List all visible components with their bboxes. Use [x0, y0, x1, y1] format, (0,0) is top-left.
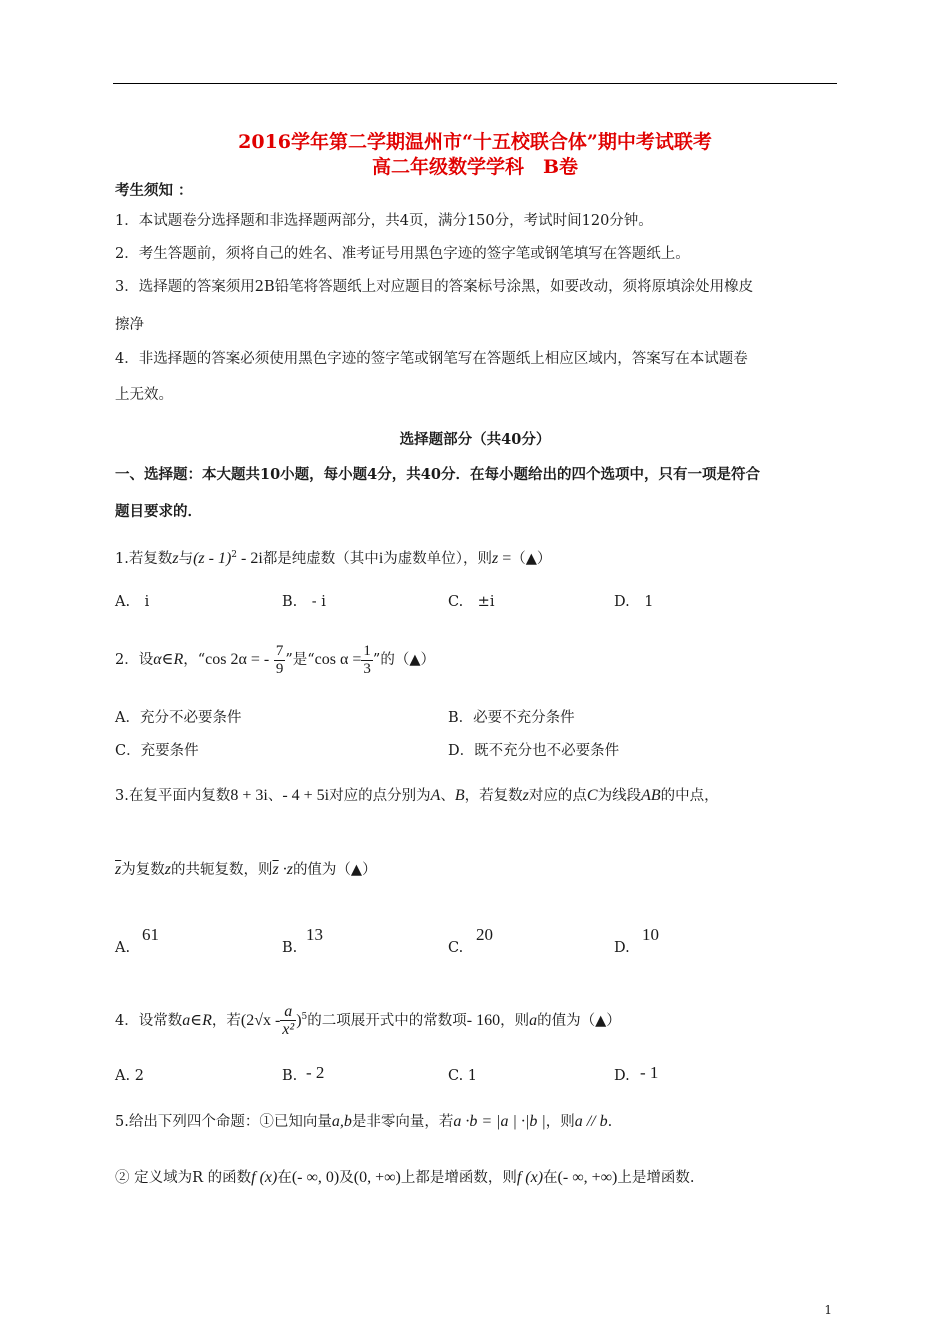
q4-option-b-label: B. [282, 1068, 298, 1084]
question-4: 4．设常数a∈R，若(2√x - $\frac{a}{\text{x²}}$ )$^5$的二项展开式中的常数项- 160，则a的值为（▲） [115, 1003, 621, 1039]
q3-option-b-value: 13 [306, 925, 323, 944]
notice-item-2: 2．考生答题前，须将自己的姓名、准考证号用黑色字迹的签字笔或钢笔填写在答题纸上。 [115, 246, 690, 262]
q3-option-c-value: 20 [476, 925, 493, 944]
exam-subtitle: 高二年级数学学科 B卷 [371, 156, 579, 178]
q4-option-a: A. 2 [115, 1068, 144, 1084]
question-1: 1.若复数z与(z - 1)$^2$ - 2i都是纯虚数（其中i为虚数单位），则z =（▲） [115, 549, 552, 567]
section-intro: 一、选择题：本大题共10小题，每小题4分，共40分．在每小题给出的四个选项中，只有一项是符合 [115, 466, 760, 483]
section-header: 选择题部分（共40分） [399, 431, 551, 448]
notice-heading: 考生须知 ： [115, 182, 193, 199]
question-5: 5.给出下列四个命题：①已知向量a,b是非零向量，若a ·b = |a | ·|b |，则a // b. [115, 1113, 613, 1130]
question-5-statement-2: ② 定义域为R 的函数f (x)在(- ∞, 0)及(0, +∞)上都是增函数，则f (x)在(- ∞, +∞)上是增函数. [115, 1169, 695, 1186]
q3-option-a-label: A. [115, 940, 131, 956]
q2-option-d: D．既不充分也不必要条件 [448, 743, 620, 759]
notice-item-3-cont: 擦净 [115, 317, 144, 333]
notice-item-3: 3．选择题的答案须用2B铅笔将答题纸上对应题目的答案标号涂黑，如要改动，须将原填涂处用橡皮 [115, 279, 754, 295]
exam-title: 2016学年第二学期温州市“十五校联合体”期中考试联考 [238, 131, 712, 153]
q4-option-c: C. 1 [448, 1068, 478, 1084]
q4-option-b-value: - 2 [306, 1063, 325, 1082]
q2-option-c: C．充要条件 [115, 743, 199, 759]
q2-option-b: B．必要不充分条件 [448, 710, 575, 726]
q3-option-c-label: C. [448, 940, 464, 956]
q3-option-a-value: 61 [142, 925, 159, 944]
fraction-1-3: $\frac{1}{3}$ [363, 642, 371, 677]
q1-option-c: C. ±i [448, 594, 495, 610]
page-number: 1 [824, 1303, 832, 1317]
q3-option-b-label: B. [282, 940, 298, 956]
notice-item-4-cont: 上无效。 [115, 387, 173, 403]
q4-option-d-value: - 1 [640, 1063, 659, 1082]
q1-option-b: B. - i [282, 594, 326, 610]
q4-option-d-label: D. [614, 1068, 630, 1084]
question-3: 3.在复平面内复数8 + 3i、- 4 + 5i对应的点分别为A、B，若复数z对应的点C为线段AB的中点， [115, 787, 719, 804]
header-rule [113, 83, 837, 84]
section-intro-cont: 题目要求的． [115, 503, 202, 520]
notice-item-4: 4．非选择题的答案必须使用黑色字迹的签字笔或钢笔写在答题纸上相应区域内，答案写在本试题卷 [115, 351, 748, 367]
q3-option-d-value: 10 [642, 925, 659, 944]
q2-option-a: A．充分不必要条件 [115, 710, 242, 726]
fraction-a-x2: $\frac{a}{\text{x²}}$ [282, 1003, 295, 1039]
q3-option-d-label: D. [614, 940, 630, 956]
question-3-cont: $\overline{z}$为复数z的共轭复数，则$\overline{z} \cdot z$的值为（▲） [115, 861, 377, 878]
question-2: 2．设α∈R，“cos 2α = - $\frac{7}{9}$ ”是“cos α = $\frac{1}{3}$ ”的（▲） [115, 642, 435, 677]
fraction-7-9: $\frac{7}{9}$ [275, 642, 284, 677]
q1-option-d: D. 1 [614, 594, 654, 610]
q1-option-a: A. i [115, 594, 150, 610]
notice-item-1: 1．本试题卷分选择题和非选择题两部分，共4页，满分150分，考试时间120分钟。 [115, 213, 653, 229]
